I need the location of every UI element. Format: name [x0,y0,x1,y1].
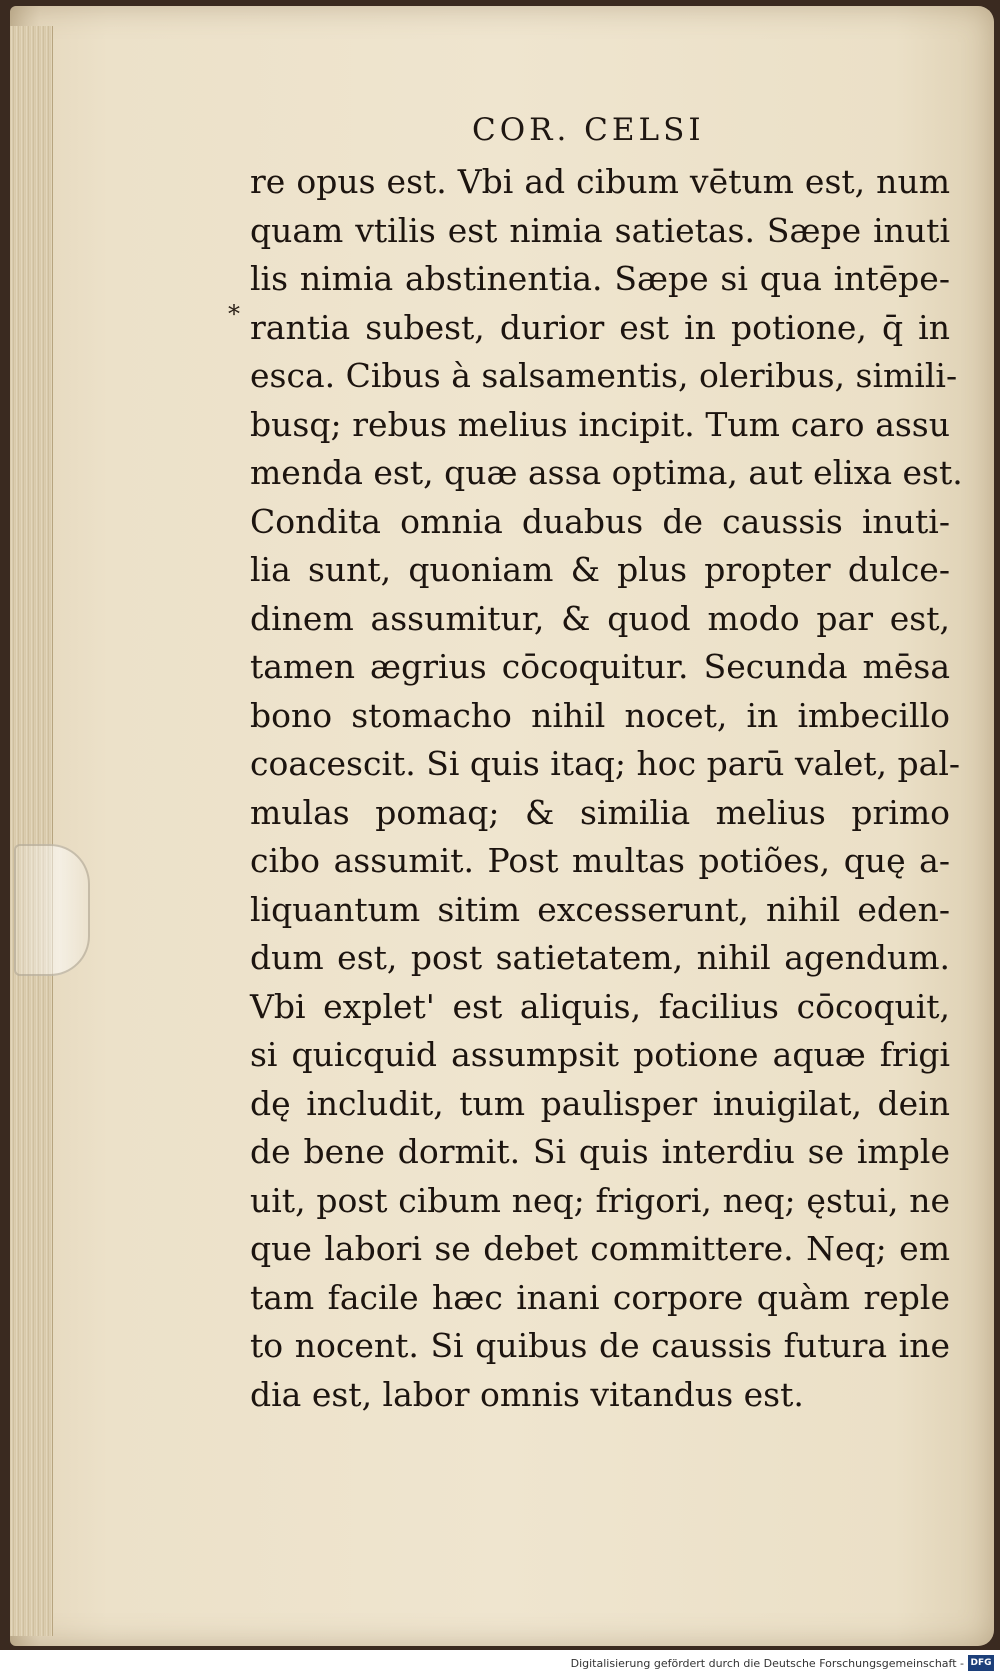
text-line: coacescit. Si quis itaq; hoc parū valet, pal- [250,744,961,783]
text-line: dum est, post satietatem, nihil agendum. [250,938,950,977]
text-line: tamen ægrius cōcoquitur. Secunda mēsa [250,647,950,686]
text-line: mulas pomaq; & similia melius primo [250,792,950,832]
text-line: menda est, quæ assa optima, aut elixa est. [250,453,963,492]
dfg-logo: DFG [968,1655,994,1671]
running-head: COR. CELSI [472,112,705,148]
text-line: busq; rebus melius incipit. Tum caro assu [250,404,950,444]
text-line: dę includit, tum paulisper inuigilat, dein [250,1083,950,1123]
text-line: tam facile hæc inani corpore quàm reple [250,1277,950,1317]
text-line: dia est, labor omnis vitandus est. [250,1374,804,1414]
text-line: rantia subest, durior est in potione, q̄ in [250,307,950,347]
footer-credit: Digitalisierung gefördert durch die Deutsche Forschungsgemeinschaft - [570,1657,964,1670]
text-line: re opus est. Vbi ad cibum vētum est, num [250,162,950,201]
page-edges [10,26,53,1636]
page-clip [14,844,90,976]
body-text [250,158,963,1419]
text-line: liquantum sitim excesserunt, nihil eden- [250,889,950,929]
text-line: de bene dormit. Si quis interdiu se imple [250,1132,950,1171]
text-line: dinem assumitur, & quod modo par est, [250,598,950,638]
text-line: lia sunt, quoniam & plus propter dulce- [250,550,950,589]
marginal-mark: * [228,300,240,328]
text-line: lis nimia abstinentia. Sæpe si qua intēpe- [250,259,950,298]
text-line: Condita omnia duabus de caussis inuti- [250,501,950,541]
text-line: Vbi explet' est aliquis, facilius cōcoquit, [250,986,950,1026]
text-line: cibo assumit. Post multas potiões, quę a- [250,841,950,880]
text-line: bono stomacho nihil nocet, in imbecillo [250,695,950,735]
text-line: quam vtilis est nimia satietas. Sæpe inuti [250,210,950,250]
text-line: esca. Cibus à salsamentis, oleribus, simili- [250,356,958,395]
text-line: uit, post cibum neq; frigori, neq; ęstui, ne [250,1180,950,1220]
text-line: si quicquid assumpsit potione aquæ frigi [250,1035,950,1074]
text-line: que labori se debet committere. Neq; em [250,1229,950,1268]
text-line: to nocent. Si quibus de caussis futura ine [250,1326,950,1365]
footer-bar [0,1650,1000,1678]
